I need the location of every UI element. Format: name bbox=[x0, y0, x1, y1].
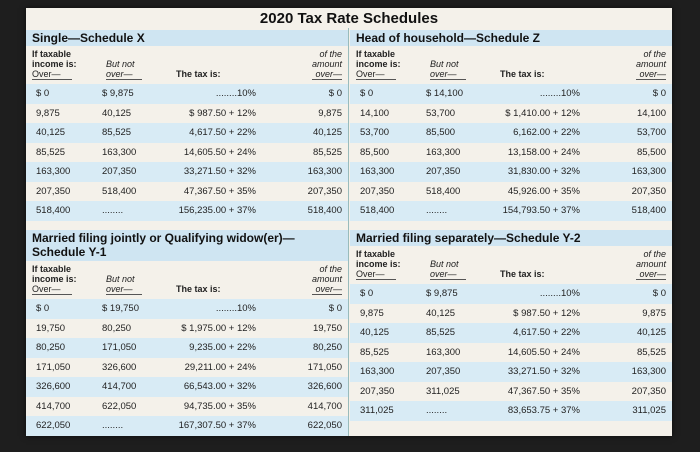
cell-over: $ 0 bbox=[36, 88, 50, 99]
cell-tax: 4,617.50 + 22% bbox=[189, 127, 256, 138]
cell-of-amount: 40,125 bbox=[636, 327, 666, 338]
cell-tax: 29,211.00 + 24% bbox=[184, 361, 256, 373]
cell-tax: $ 1,975.00 + 12% bbox=[181, 322, 256, 334]
table-row bbox=[350, 401, 672, 421]
col-of-amount bbox=[312, 49, 342, 80]
cell-of-amount: 14,100 bbox=[636, 107, 666, 119]
cell-of-amount: 80,250 bbox=[312, 342, 342, 353]
col-taxable-line: income is: bbox=[32, 274, 77, 284]
cell-of-amount: 207,350 bbox=[307, 185, 342, 197]
cell-over: $ 0 bbox=[360, 288, 374, 299]
col-not-over bbox=[106, 274, 142, 295]
cell-tax: 94,735.00 + 35% bbox=[183, 400, 256, 412]
col-taxable-line: Over— bbox=[32, 284, 72, 295]
cell-not-over: $ 14,100 bbox=[426, 88, 463, 99]
cell-tax: $ 987.50 + 12% bbox=[189, 107, 256, 119]
cell-of-amount: 19,750 bbox=[312, 322, 342, 334]
schedule-rows bbox=[26, 84, 348, 221]
col-of-amount-line: over— bbox=[636, 269, 666, 280]
cell-over: 9,875 bbox=[360, 307, 384, 319]
cell-of-amount: 9,875 bbox=[642, 307, 666, 319]
table-row bbox=[26, 377, 348, 397]
col-not-over-line: over— bbox=[430, 269, 466, 280]
cell-tax: 45,926.00 + 35% bbox=[507, 185, 580, 197]
cell-tax: 47,367.50 + 35% bbox=[183, 185, 256, 197]
col-taxable-line: If taxable bbox=[356, 49, 396, 59]
col-of-amount-line: over— bbox=[312, 69, 342, 80]
table-row bbox=[350, 304, 672, 324]
col-of-amount-line: amount bbox=[635, 259, 666, 269]
column-divider bbox=[348, 28, 349, 436]
col-taxable-line: If taxable bbox=[356, 249, 396, 259]
cell-of-amount: 414,700 bbox=[307, 400, 342, 412]
col-not-over-line: But not bbox=[106, 59, 135, 69]
cell-tax: ........10% bbox=[215, 88, 256, 99]
cell-of-amount: 40,125 bbox=[312, 127, 342, 138]
col-of-amount bbox=[312, 264, 342, 295]
schedule-rows bbox=[350, 84, 672, 221]
col-not-over bbox=[430, 259, 466, 280]
col-taxable-income bbox=[32, 49, 77, 80]
table-row bbox=[350, 362, 672, 382]
cell-over: 85,525 bbox=[360, 346, 390, 358]
table-row bbox=[26, 416, 348, 436]
cell-over: 53,700 bbox=[360, 127, 390, 138]
cell-tax: 167,307.50 + 37% bbox=[178, 420, 256, 431]
cell-of-amount: 85,500 bbox=[636, 146, 666, 158]
col-not-over-line: over— bbox=[106, 69, 142, 80]
table-row bbox=[350, 382, 672, 402]
col-of-amount-line: of the bbox=[319, 49, 342, 59]
cell-of-amount: $ 0 bbox=[652, 288, 666, 299]
cell-of-amount: 326,600 bbox=[307, 381, 342, 392]
table-row bbox=[26, 201, 348, 221]
cell-of-amount: 518,400 bbox=[307, 205, 342, 216]
col-not-over-line: over— bbox=[430, 69, 466, 80]
cell-tax: 66,543.00 + 32% bbox=[183, 381, 256, 392]
cell-not-over: ........ bbox=[102, 420, 124, 431]
cell-over: $ 0 bbox=[360, 88, 374, 99]
cell-over: 19,750 bbox=[36, 322, 66, 334]
cell-of-amount: 163,300 bbox=[307, 166, 342, 177]
schedule-title: Married filing separately—Schedule Y-2 bbox=[356, 231, 581, 245]
cell-of-amount: 207,350 bbox=[631, 185, 666, 197]
cell-tax: ........10% bbox=[539, 288, 580, 299]
cell-over: 207,350 bbox=[360, 185, 395, 197]
cell-of-amount: 207,350 bbox=[631, 385, 666, 397]
column-headers bbox=[26, 261, 348, 299]
col-tax-is: The tax is: bbox=[176, 284, 221, 294]
cell-not-over: $ 9,875 bbox=[426, 288, 458, 299]
table-row bbox=[350, 323, 672, 343]
cell-over: 163,300 bbox=[360, 366, 395, 377]
cell-of-amount: 85,525 bbox=[636, 346, 666, 358]
cell-of-amount: 53,700 bbox=[636, 127, 666, 138]
cell-of-amount: 622,050 bbox=[307, 420, 342, 431]
schedule-x bbox=[26, 30, 348, 221]
table-row bbox=[350, 182, 672, 202]
col-not-over-line: But not bbox=[106, 274, 135, 284]
cell-over: 85,525 bbox=[36, 146, 66, 158]
cell-of-amount: 163,300 bbox=[631, 366, 666, 377]
cell-not-over: 518,400 bbox=[102, 185, 137, 197]
cell-not-over: ........ bbox=[426, 405, 448, 416]
cell-not-over: 40,125 bbox=[102, 107, 132, 119]
cell-over: $ 0 bbox=[36, 303, 50, 314]
cell-tax: 154,793.50 + 37% bbox=[502, 205, 580, 216]
table-row bbox=[26, 338, 348, 358]
col-not-over-line: But not bbox=[430, 59, 459, 69]
col-taxable-line: Over— bbox=[32, 69, 72, 80]
schedule-subtitle: Schedule Y-1 bbox=[32, 245, 107, 259]
schedule-rows bbox=[26, 299, 348, 436]
col-not-over-line: But not bbox=[430, 259, 459, 269]
table-row bbox=[26, 182, 348, 202]
cell-tax: $ 987.50 + 12% bbox=[513, 307, 580, 319]
cell-of-amount: 85,525 bbox=[312, 146, 342, 158]
cell-not-over: ........ bbox=[426, 205, 448, 216]
cell-tax: 31,830.00 + 32% bbox=[507, 166, 580, 177]
col-taxable-line: If taxable bbox=[32, 264, 72, 274]
cell-of-amount: 171,050 bbox=[307, 361, 342, 373]
col-taxable-line: Over— bbox=[356, 69, 396, 80]
cell-of-amount: 518,400 bbox=[631, 205, 666, 216]
cell-of-amount: 311,025 bbox=[632, 405, 666, 416]
table-row bbox=[350, 201, 672, 221]
table-row bbox=[350, 162, 672, 182]
schedule-rows bbox=[350, 284, 672, 421]
col-of-amount-line: of the bbox=[319, 264, 342, 274]
cell-over: 163,300 bbox=[360, 166, 395, 177]
cell-over: 622,050 bbox=[36, 420, 71, 431]
cell-of-amount: 163,300 bbox=[631, 166, 666, 177]
col-taxable-line: income is: bbox=[356, 259, 401, 269]
cell-over: 171,050 bbox=[36, 361, 71, 373]
col-tax-is: The tax is: bbox=[176, 69, 221, 79]
cell-not-over: 326,600 bbox=[102, 361, 137, 373]
col-taxable-line: income is: bbox=[32, 59, 77, 69]
table-row bbox=[26, 162, 348, 182]
tax-document bbox=[26, 8, 672, 436]
col-tax-is: The tax is: bbox=[500, 269, 545, 279]
cell-not-over: 85,525 bbox=[102, 127, 132, 138]
table-row bbox=[26, 319, 348, 339]
cell-tax: 83,653.75 + 37% bbox=[507, 405, 580, 416]
col-of-amount-line: over— bbox=[636, 69, 666, 80]
cell-over: 207,350 bbox=[360, 385, 395, 397]
cell-tax: ........10% bbox=[539, 88, 580, 99]
col-taxable-line: Over— bbox=[356, 269, 396, 280]
cell-over: 14,100 bbox=[360, 107, 390, 119]
col-not-over bbox=[430, 59, 466, 80]
table-row bbox=[350, 104, 672, 124]
table-row bbox=[26, 104, 348, 124]
cell-over: 326,600 bbox=[36, 381, 71, 392]
cell-not-over: 163,300 bbox=[102, 146, 137, 158]
table-row bbox=[26, 143, 348, 163]
column-headers bbox=[350, 46, 672, 84]
cell-not-over: 207,350 bbox=[426, 366, 461, 377]
cell-not-over: 171,050 bbox=[102, 342, 137, 353]
cell-over: 40,125 bbox=[360, 327, 390, 338]
cell-over: 9,875 bbox=[36, 107, 60, 119]
schedule-heading bbox=[350, 30, 672, 46]
cell-over: 414,700 bbox=[36, 400, 71, 412]
cell-over: 311,025 bbox=[360, 405, 394, 416]
col-of-amount-line: amount bbox=[635, 59, 666, 69]
schedule-y2 bbox=[350, 230, 672, 421]
cell-not-over: 85,525 bbox=[426, 327, 456, 338]
col-of-amount bbox=[636, 249, 666, 280]
col-of-amount bbox=[636, 49, 666, 80]
cell-tax: 4,617.50 + 22% bbox=[513, 327, 580, 338]
table-row bbox=[350, 84, 672, 104]
cell-of-amount: $ 0 bbox=[328, 303, 342, 314]
table-row bbox=[350, 123, 672, 143]
cell-over: 80,250 bbox=[36, 342, 66, 353]
cell-over: 85,500 bbox=[360, 146, 390, 158]
cell-over: 40,125 bbox=[36, 127, 66, 138]
cell-tax: ........10% bbox=[215, 303, 256, 314]
cell-tax: 33,271.50 + 32% bbox=[507, 366, 580, 377]
schedule-z bbox=[350, 30, 672, 221]
col-taxable-income bbox=[32, 264, 77, 295]
col-of-amount-line: of the bbox=[643, 249, 666, 259]
schedule-heading bbox=[350, 230, 672, 246]
cell-not-over: 311,025 bbox=[426, 385, 460, 397]
cell-of-amount: 9,875 bbox=[318, 107, 342, 119]
column-headers bbox=[26, 46, 348, 84]
cell-tax: 13,158.00 + 24% bbox=[507, 146, 580, 158]
col-of-amount-line: amount bbox=[311, 59, 342, 69]
cell-not-over: 163,300 bbox=[426, 146, 461, 158]
cell-not-over: 518,400 bbox=[426, 185, 461, 197]
table-row bbox=[26, 358, 348, 378]
cell-tax: 6,162.00 + 22% bbox=[513, 127, 580, 138]
col-not-over bbox=[106, 59, 142, 80]
cell-tax: $ 1,410.00 + 12% bbox=[505, 107, 580, 119]
cell-not-over: 53,700 bbox=[426, 107, 456, 119]
cell-tax: 14,605.50 + 24% bbox=[507, 346, 580, 358]
col-tax-is: The tax is: bbox=[500, 69, 545, 79]
cell-tax: 9,235.00 + 22% bbox=[189, 342, 256, 353]
cell-not-over: 85,500 bbox=[426, 127, 456, 138]
table-row bbox=[350, 343, 672, 363]
cell-not-over: 207,350 bbox=[102, 166, 137, 177]
cell-over: 163,300 bbox=[36, 166, 71, 177]
cell-tax: 156,235.00 + 37% bbox=[178, 205, 256, 216]
col-taxable-line: If taxable bbox=[32, 49, 72, 59]
table-row bbox=[350, 284, 672, 304]
cell-of-amount: $ 0 bbox=[328, 88, 342, 99]
cell-not-over: 414,700 bbox=[102, 381, 137, 392]
schedule-y1 bbox=[26, 230, 348, 436]
schedule-title: Married filing jointly or Qualifying widow(er)— bbox=[32, 231, 295, 245]
table-row bbox=[26, 84, 348, 104]
cell-over: 518,400 bbox=[360, 205, 395, 216]
col-taxable-income bbox=[356, 249, 401, 280]
schedule-title: Single—Schedule X bbox=[32, 31, 145, 45]
table-row bbox=[350, 143, 672, 163]
cell-not-over: $ 19,750 bbox=[102, 303, 139, 314]
cell-of-amount: $ 0 bbox=[652, 88, 666, 99]
cell-over: 518,400 bbox=[36, 205, 71, 216]
table-row bbox=[26, 299, 348, 319]
schedule-heading bbox=[26, 30, 348, 46]
cell-not-over: 207,350 bbox=[426, 166, 461, 177]
col-of-amount-line: amount bbox=[311, 274, 342, 284]
cell-not-over: $ 9,875 bbox=[102, 88, 134, 99]
col-taxable-line: income is: bbox=[356, 59, 401, 69]
cell-over: 207,350 bbox=[36, 185, 71, 197]
column-headers bbox=[350, 246, 672, 284]
schedule-title: Head of household—Schedule Z bbox=[356, 31, 541, 45]
page-title: 2020 Tax Rate Schedules bbox=[259, 10, 439, 27]
cell-tax: 14,605.50 + 24% bbox=[183, 146, 256, 158]
cell-not-over: 40,125 bbox=[426, 307, 456, 319]
cell-not-over: ........ bbox=[102, 205, 124, 216]
cell-tax: 33,271.50 + 32% bbox=[183, 166, 256, 177]
col-of-amount-line: of the bbox=[643, 49, 666, 59]
col-of-amount-line: over— bbox=[312, 284, 342, 295]
col-taxable-income bbox=[356, 49, 401, 80]
table-row bbox=[26, 397, 348, 417]
col-not-over-line: over— bbox=[106, 284, 142, 295]
schedule-heading bbox=[26, 230, 348, 261]
cell-not-over: 622,050 bbox=[102, 400, 137, 412]
cell-not-over: 163,300 bbox=[426, 346, 461, 358]
table-row bbox=[26, 123, 348, 143]
cell-tax: 47,367.50 + 35% bbox=[507, 385, 580, 397]
cell-not-over: 80,250 bbox=[102, 322, 132, 334]
